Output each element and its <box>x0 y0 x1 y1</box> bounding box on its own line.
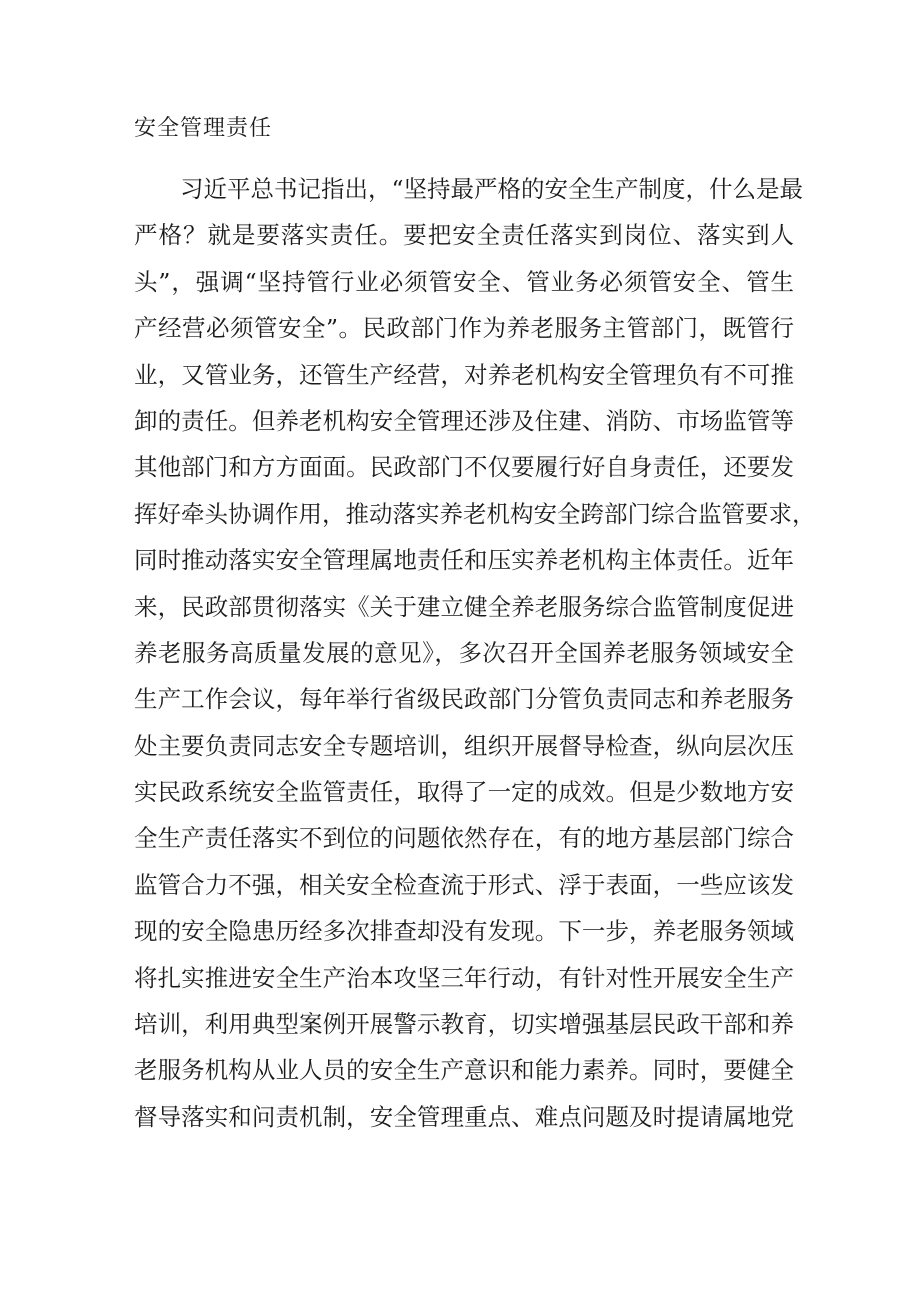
paragraph-line: 卸的责任。但养老机构安全管理还涉及住建、消防、市场监管等 <box>134 406 794 435</box>
paragraph-line: 培训，利用典型案例开展警示教育，切实增强基层民政干部和养 <box>134 1010 794 1039</box>
body-paragraph <box>134 166 816 1140</box>
paragraph-line: 其他部门和方方面面。民政部门不仅要履行好自身责任，还要发 <box>134 453 794 482</box>
paragraph-line: 来，民政部贯彻落实《关于建立健全养老服务综合监管制度促进 <box>134 592 794 621</box>
document-title: 安全管理责任 <box>134 116 273 141</box>
paragraph-line: 生产工作会议，每年举行省级民政部门分管负责同志和养老服务 <box>134 685 794 714</box>
paragraph-line: 监管合力不强，相关安全检查流于形式、浮于表面，一些应该发 <box>134 870 794 899</box>
paragraph-line: 严格？就是要落实责任。要把安全责任落实到岗位、落实到人 <box>134 221 794 250</box>
paragraph-line: 习近平总书记指出，“坚持最严格的安全生产制度，什么是最 <box>180 175 804 203</box>
paragraph-line: 业，又管业务，还管生产经营，对养老机构安全管理负有不可推 <box>134 360 794 389</box>
paragraph-line: 挥好牵头协调作用，推动落实养老机构安全跨部门综合监管要求， <box>134 499 816 528</box>
paragraph-line: 同时推动落实安全管理属地责任和压实养老机构主体责任。近年 <box>134 546 794 575</box>
paragraph-line: 老服务机构从业人员的安全生产意识和能力素养。同时，要健全 <box>134 1056 794 1085</box>
paragraph-line: 将扎实推进安全生产治本攻坚三年行动，有针对性开展安全生产 <box>134 963 794 992</box>
paragraph-line: 产经营必须管安全”。民政部门作为养老服务主管部门，既管行 <box>134 314 794 343</box>
paragraph-line: 养老服务高质量发展的意见》，多次召开全国养老服务领域安全 <box>134 638 794 667</box>
paragraph-line: 现的安全隐患历经多次排查却没有发现。下一步，养老服务领域 <box>134 917 794 946</box>
paragraph-line: 督导落实和问责机制，安全管理重点、难点问题及时提请属地党 <box>134 1102 794 1131</box>
paragraph-line: 全生产责任落实不到位的问题依然存在，有的地方基层部门综合 <box>134 824 794 853</box>
paragraph-line: 处主要负责同志安全专题培训，组织开展督导检查，纵向层次压 <box>134 731 794 760</box>
paragraph-line: 头”，强调“坚持管行业必须管安全、管业务必须管安全、管生 <box>134 267 794 296</box>
paragraph-line: 实民政系统安全监管责任，取得了一定的成效。但是少数地方安 <box>134 778 794 807</box>
